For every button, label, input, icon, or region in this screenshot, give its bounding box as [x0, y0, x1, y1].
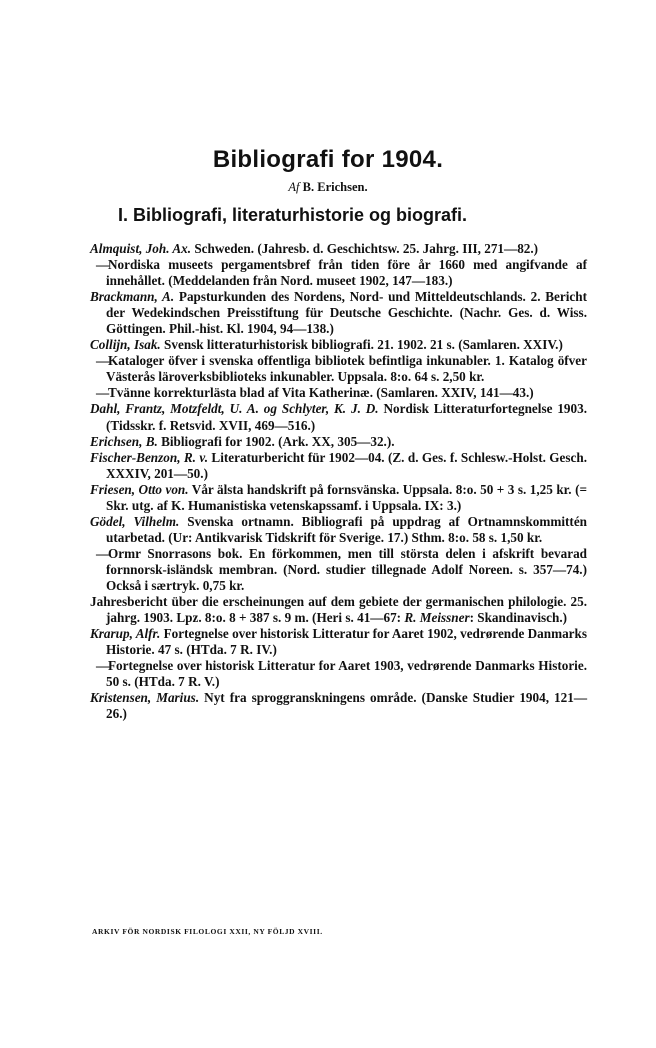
byline-prefix: Af [288, 180, 300, 194]
entry-author: Almquist, Joh. Ax. [90, 241, 192, 256]
bibliography-entry [90, 450, 587, 482]
entry-text: Fortegnelse over historisk Litteratur for Aaret 1902, vedrørende Danmarks Historie. 47 s. (HTda. 7 R. IV.) [106, 626, 587, 658]
entry-author: R. Meissner [404, 610, 470, 626]
bibliography-entry [90, 514, 587, 546]
entry-text: Ormr Snorrasons bok. En förkommen, men till största delen i afskrift bevarad fornnorsk-isländsk membran. (Nord. studier tillegnade Adolf Noreen. s. 357—74.) Också i særtryk. 0,75 kr. [106, 545, 587, 593]
bibliography-entry [90, 482, 587, 514]
entry-author: Collijn, Isak. [90, 337, 161, 353]
bibliography-list [90, 241, 587, 722]
page-title: Bibliografi for 1904. [212, 146, 444, 173]
bibliography-entry [90, 337, 587, 353]
section-heading: I. Bibliografi, literaturhistorie og biografi. [118, 205, 468, 225]
entry-text: Schweden. (Jahresb. d. Geschichtsw. 25. Jahrg. III, 271—82.) [191, 241, 539, 256]
entry-text: Literaturbericht für 1902—04. (Z. d. Ges. f. Schlesw.-Holst. Gesch. XXXIV, 201—50.) [106, 449, 587, 481]
ditto-dash: — [96, 658, 110, 674]
byline-author: B. Erichsen. [302, 180, 368, 194]
entry-author: Dahl, Frantz, Motzfeldt, U. A. og Schlyter, K. J. D. [90, 401, 379, 417]
entry-text: Tvänne korrekturlästa blad af Vita Katherinæ. (Samlaren. XXIV, 141—43.) [108, 385, 534, 401]
ditto-dash: — [96, 545, 110, 561]
entry-text: Svensk litteraturhistorisk bibliografi. 21. 1902. 21 s. (Samlaren. XXIV.) [160, 337, 563, 353]
page-footer: ARKIV FÖR NORDISK FILOLOGI XXII, NY FÖLJD XVIII. [92, 927, 323, 936]
entry-text: Papsturkunden des Nordens, Nord- und Mitteldeutschlands. 2. Bericht der Wedekindschen Preisstiftung für Deutsche Geschichte. (Nachr. Ges. d. Wiss. Göttingen. Phil.-hist. Kl. 1904, 94—138.) [106, 289, 588, 337]
entry-author: Erichsen, B. [90, 433, 158, 449]
bibliography-entry [90, 546, 587, 594]
ditto-dash: — [96, 353, 110, 369]
entry-text: Vår älsta handskrift på fornsvänska. Uppsala. 8:o. 50 + 3 s. 1,25 kr. (= Skr. utg. af K. Humanistiska vetenskapssamf. i Uppsala. IX: 3.) [106, 481, 587, 513]
entry-text: Nordisk Litteraturfortegnelse 1903. (Tidsskr. f. Retsvid. XVII, 469—516.) [106, 401, 587, 433]
entry-author: Krarup, Alfr. [90, 626, 161, 642]
bibliography-entry [90, 241, 587, 257]
entry-text: Fortegnelse over historisk Litteratur for Aaret 1903, vedrørende Danmarks Historie. 50 s. (HTda. 7 R. V.) [106, 658, 587, 690]
ditto-dash: — [96, 257, 110, 273]
entry-text: Svenska ortnamn. Bibliografi på uppdrag af Ortnamnskommittén utarbetad. (Ur: Antikvarisk Tidskrift för Sverige. 17.) Sthm. 8:o. 58 s. 1,50 kr. [106, 513, 588, 545]
bibliography-entry [90, 434, 587, 450]
bibliography-entry [90, 289, 587, 337]
bibliography-entry [90, 401, 587, 433]
entry-text: Nordiska museets pergamentsbref från tiden före år 1660 med angifvande af innehållet. (Meddelanden från Nord. museet 1902, 147—183.) [106, 257, 587, 289]
entry-author: Friesen, Otto von. [90, 481, 189, 497]
byline [0, 180, 656, 195]
bibliography-entry [90, 658, 587, 690]
bibliography-entry [90, 353, 587, 385]
bibliography-entry [90, 626, 587, 658]
entry-text: Bibliografi for 1902. (Ark. XX, 305—32.). [157, 433, 395, 449]
entry-author: Brackmann, A. [90, 289, 175, 305]
entry-author: Gödel, Vilhelm. [90, 513, 180, 529]
entry-author: Kristensen, Marius. [90, 690, 200, 706]
entry-text: Kataloger öfver i svenska offentliga bibliotek befintliga inkunabler. 1. Katalog öfver Västerås läroverksbiblioteks inkunabler. Uppsala. 8:o. 64 s. 2,50 kr. [106, 353, 587, 385]
entry-text: : Skandinavisch.) [469, 610, 568, 626]
bibliography-entry [90, 594, 587, 626]
entry-text: Nyt fra sproggranskningens område. (Danske Studier 1904, 121—26.) [106, 690, 588, 722]
bibliography-entry [90, 385, 587, 401]
ditto-dash: — [96, 385, 110, 401]
bibliography-entry [90, 257, 587, 289]
entry-author: Fischer-Benzon, R. v. [90, 449, 209, 465]
entry-text: Jahresbericht über die erscheinungen auf dem gebiete der germanischen philologie. 25. jahrg. 1903. Lpz. 8:o. 8 + 387 s. 9 m. (Heri s. 41—67: [90, 594, 587, 626]
bibliography-entry [90, 690, 587, 722]
